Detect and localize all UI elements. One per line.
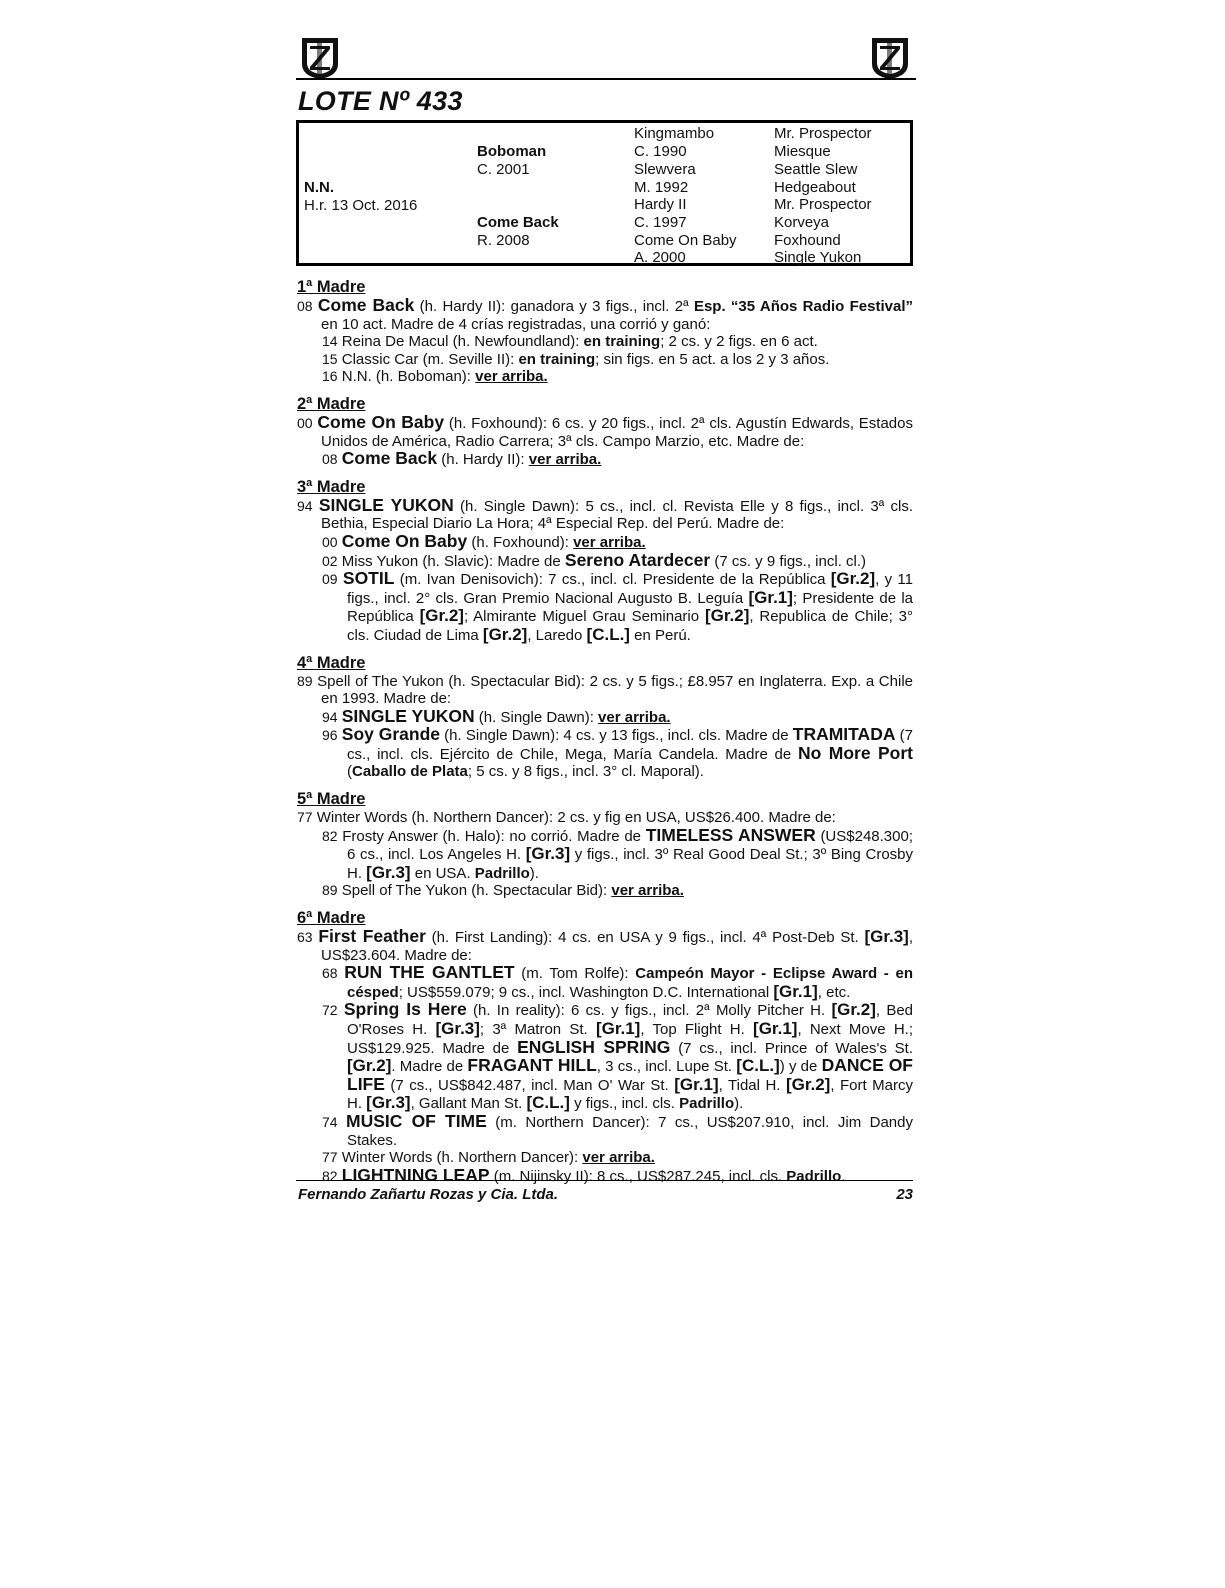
- produce-entry: 77 Winter Words (h. Northern Dancer): ver arriba.: [322, 1149, 655, 1167]
- produce-entry: 00 Come On Baby (h. Foxhound): ver arriba.: [322, 530, 646, 551]
- dam-entry: 89 Spell of The Yukon (h. Spectacular Bid): 2 cs. y 5 figs.; £8.957 en Inglaterra. Exp. a Chile en 1993. Madre de:: [297, 672, 913, 708]
- footer-company: Fernando Zañartu Rozas y Cia. Ltda.: [298, 1186, 559, 1203]
- fzr-logo-icon: [868, 34, 912, 80]
- ver-arriba-link: ver arriba.: [528, 451, 602, 469]
- section-heading: 6ª Madre: [297, 909, 366, 928]
- ped-g4-cell: Seattle Slew: [774, 161, 858, 178]
- section-2nd-dam: [297, 395, 913, 469]
- pedigree-table: [296, 120, 913, 266]
- ped-g4-cell: Single Yukon: [774, 249, 862, 266]
- section-5th-dam: [297, 790, 913, 900]
- produce-entry: 15 Classic Car (m. Seville II): en training; sin figs. en 5 act. a los 2 y 3 años.: [322, 350, 830, 368]
- ver-arriba-link: ver arriba.: [611, 882, 684, 900]
- dam-entry: 77 Winter Words (h. Northern Dancer): 2 cs. y fig en USA, US$26.400. Madre de:: [297, 809, 836, 827]
- ped-g4-cell: Korveya: [774, 214, 830, 231]
- produce-entry: 72 Spring Is Here (h. In reality): 6 cs. y figs., incl. 2ª Molly Pitcher H. [Gr.2], Bed O'Roses H. [Gr.3]; 3ª Matron St. [Gr.1], Top Flight H. [Gr.1], Next Move H.; US$129.925. Madre de ENGLISH SPRING (7 cs., incl. Prince of Wales's St. [Gr.2]. Madre de FRAGANT HILL, 3 cs., incl. Lupe St. [C.L.]) y de DANCE OF LIFE (7 cs., US$842.487, incl. Man O' War St. [Gr.1], Tidal H. [Gr.2], Fort Marcy H. [Gr.3], Gallant Man St. [C.L.] y figs., incl. cls. Padrillo).: [322, 999, 914, 1113]
- ver-arriba-link: ver arriba.: [582, 1149, 655, 1167]
- dam-entry: 94 SINGLE YUKON (h. Single Dawn): 5 cs., incl. cl. Revista Elle y 8 figs., incl. 3ª cls. Bethia, Especial Diario La Hora; 4ª Especial Rep. del Perú. Madre de:: [297, 494, 914, 533]
- ped-g3-cell: Kingmambo: [634, 125, 715, 142]
- dam-line-sections: [297, 278, 913, 1194]
- sire-info: C. 2001: [477, 161, 530, 178]
- ped-g3-cell: Come On Baby: [634, 232, 737, 249]
- section-3rd-dam: [297, 478, 913, 645]
- page-number: 23: [896, 1186, 913, 1203]
- produce-entry: 14 Reina De Macul (h. Newfoundland): en training; 2 cs. y 2 figs. en 6 act.: [322, 333, 818, 351]
- section-heading: 2ª Madre: [297, 394, 366, 413]
- ped-g4-cell: Mr. Prospector: [774, 125, 872, 142]
- section-heading: 5ª Madre: [297, 790, 366, 809]
- ped-g3-cell: C. 1990: [634, 143, 687, 160]
- produce-entry: 82 Frosty Answer (h. Halo): no corrió. Madre de TIMELESS ANSWER (US$248.300; 6 cs., incl. Los Angeles H. [Gr.3] y figs., incl. 3º Real Good Deal St.; 3º Bing Crosby H. [Gr.3] en USA. Padrillo).: [322, 824, 914, 882]
- ped-g3-cell: A. 2000: [634, 249, 686, 266]
- section-6th-dam: [297, 909, 913, 1185]
- ped-g4-cell: Miesque: [774, 143, 831, 160]
- ver-arriba-link: ver arriba.: [598, 708, 671, 726]
- section-heading: 4ª Madre: [297, 653, 366, 672]
- ver-arriba-link: ver arriba.: [475, 368, 548, 386]
- subject-info: H.r. 13 Oct. 2016: [304, 197, 418, 214]
- dam-entry: 00 Come On Baby (h. Foxhound): 6 cs. y 20 figs., incl. 2ª cls. Agustín Edwards, Estados Unidos de América, Radio Carrera; 3ª cls. Campo Marzio, etc. Madre de:: [297, 411, 913, 450]
- dam-info: R. 2008: [477, 232, 530, 249]
- produce-entry: 09 SOTIL (m. Ivan Denisovich): 7 cs., incl. cl. Presidente de la República [Gr.2], y 11 figs., incl. 2° cls. Gran Premio Nacional Augusto B. Leguía [Gr.1]; Presidente de la República [Gr.2]; Almirante Miguel Grau Seminario [Gr.2], Republica de Chile; 3° cls. Ciudad de Lima [Gr.2], Laredo [C.L.] en Perú.: [322, 568, 914, 644]
- section-heading: 1ª Madre: [297, 278, 366, 296]
- section-1st-dam: [297, 278, 913, 386]
- ped-g3-cell: Hardy II: [634, 196, 687, 213]
- ped-g3-cell: C. 1997: [634, 214, 687, 231]
- subject-name: N.N.: [304, 179, 334, 196]
- produce-entry: 68 RUN THE GANTLET (m. Tom Rolfe): Campeón Mayor - Eclipse Award - en césped; US$559.079; 9 cs., incl. Washington D.C. International [Gr.1], etc.: [322, 962, 913, 1001]
- section-4th-dam: [297, 654, 913, 782]
- produce-entry: 74 MUSIC OF TIME (m. Northern Dancer): 7 cs., US$207.910, incl. Jim Dandy Stakes.: [322, 1110, 913, 1149]
- produce-entry: 89 Spell of The Yukon (h. Spectacular Bid): ver arriba.: [322, 882, 684, 900]
- produce-entry: 94 SINGLE YUKON (h. Single Dawn): ver arriba.: [322, 705, 671, 726]
- dam-name: Come Back: [477, 214, 559, 231]
- sire-name: Boboman: [477, 143, 547, 160]
- ped-g4-cell: Hedgeabout: [774, 179, 856, 196]
- ped-g3-cell: M. 1992: [634, 179, 689, 196]
- dam-entry: 08 Come Back (h. Hardy II): ganadora y 3 figs., incl. 2ª Esp. “35 Años Radio Festival” en 10 act. Madre de 4 crías registradas, una corrió y ganó:: [297, 295, 914, 333]
- produce-entry: 08 Come Back (h. Hardy II): ver arriba.: [322, 448, 602, 469]
- fzr-logo-icon: [298, 34, 342, 80]
- ped-g4-cell: Mr. Prospector: [774, 196, 872, 213]
- lot-title: LOTE Nº 433: [298, 86, 463, 116]
- dam-entry: 63 First Feather (h. First Landing): 4 cs. en USA y 9 figs., incl. 4ª Post-Deb St. [Gr.3], US$23.604. Madre de:: [297, 926, 914, 964]
- footer-rule: [296, 1180, 913, 1181]
- ped-g3-cell: Slewvera: [634, 161, 696, 178]
- produce-entry: 82 LIGHTNING LEAP (m. Nijinsky II): 8 cs., US$287.245, incl. cls. Padrillo.: [322, 1164, 846, 1185]
- ped-g4-cell: Foxhound: [774, 232, 841, 249]
- section-heading: 3ª Madre: [297, 477, 366, 496]
- produce-entry: 02 Miss Yukon (h. Slavic): Madre de Sereno Atardecer (7 cs. y 9 figs., incl. cl.): [322, 549, 867, 570]
- ver-arriba-link: ver arriba.: [573, 533, 646, 551]
- produce-entry: 96 Soy Grande (h. Single Dawn): 4 cs. y 13 figs., incl. cls. Madre de TRAMITADA (7 cs., incl. cls. Ejército de Chile, Mega, María Candela. Madre de No More Port (Caballo de Plata; 5 cs. y 8 figs., incl. 3° cl. Maporal).: [322, 724, 913, 781]
- produce-entry: 16 N.N. (h. Boboman): ver arriba.: [322, 368, 548, 386]
- header-rule: [296, 78, 916, 80]
